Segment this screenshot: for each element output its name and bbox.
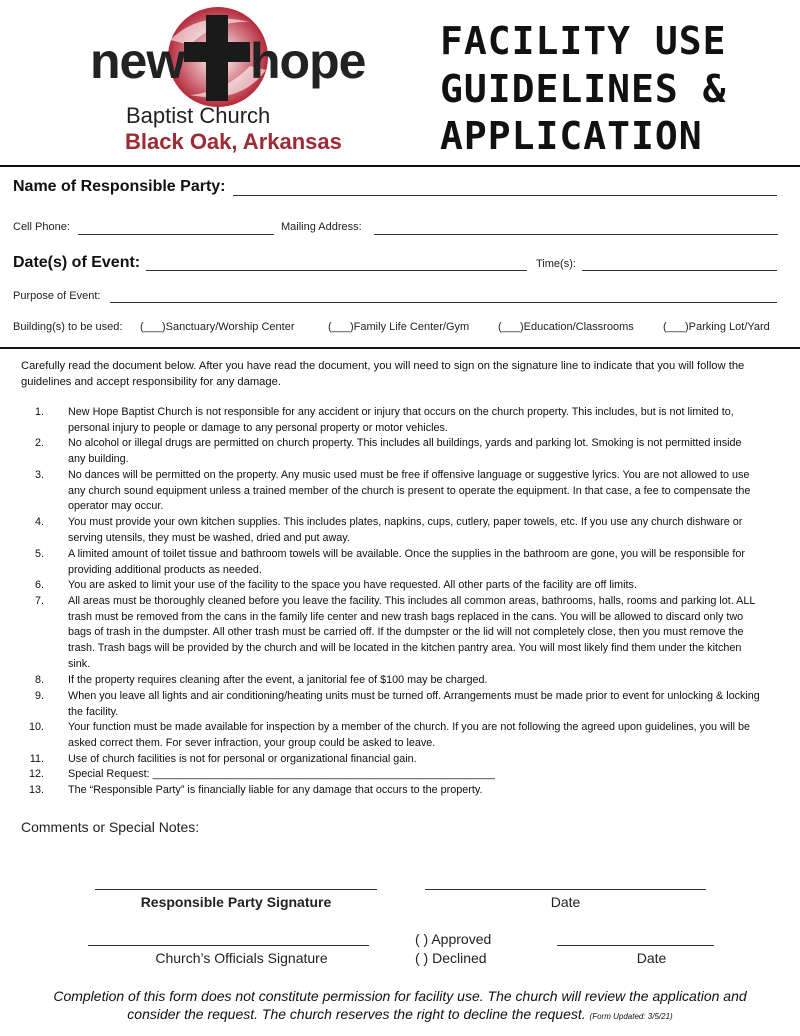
officials-signature-line[interactable]	[88, 945, 369, 946]
cell-phone-field[interactable]	[78, 234, 274, 235]
responsible-party-signature-label: Responsible Party Signature	[140, 894, 332, 910]
responsible-party-field[interactable]	[233, 195, 777, 196]
form-divider	[0, 347, 800, 349]
form-updated-note: (Form Updated: 3/5/21)	[589, 1012, 673, 1021]
footer-line-2-text: consider the request. The church reserves the right to decline the request.	[127, 1006, 586, 1022]
buildings-label: Building(s) to be used:	[13, 321, 123, 333]
officials-date-line[interactable]	[557, 945, 714, 946]
title-line-2: GUIDELINES &	[440, 67, 727, 111]
list-item: 5. A limited amount of toilet tissue and bathroom towels will be available. Once the supplies in the bathroom are gone, you will be responsible for providing additional products as needed.	[34, 548, 745, 576]
dates-label: Date(s) of Event:	[13, 254, 141, 271]
responsible-party-signature-line[interactable]	[95, 889, 377, 890]
officials-signature-label: Church’s Officials Signature	[155, 950, 328, 966]
list-item: 1. New Hope Baptist Church is not responsible for any accident or injury that occurs on the church property. This includes, but is not limited to, personal injury to people or damage to any personal property or motor vehicles.	[34, 406, 734, 434]
responsible-party-date-line[interactable]	[425, 889, 706, 890]
church-location: Black Oak, Arkansas	[125, 129, 342, 154]
footer-line-1: Completion of this form does not constitute permission for facility use. The church will review the application and	[53, 988, 747, 1004]
officials-date-label: Date	[636, 950, 667, 966]
list-item: 9. When you leave all lights and air conditioning/heating units must be turned off. Arrangements must be made prior to event for unlocking & locking the facility.	[34, 690, 760, 718]
header-divider	[0, 165, 800, 167]
list-item: 11. Use of church facilities is not for personal or organizational financial gain.	[29, 753, 417, 765]
logo-word-new: new	[90, 33, 185, 89]
logo-word-hope: hope	[250, 33, 366, 89]
list-item: 13. The “Responsible Party” is financially liable for any damage that occurs to the property.	[28, 784, 483, 796]
list-item: 4. You must provide your own kitchen supplies. This includes plates, napkins, cups, cutlery, paper towels, etc. If you use any church dishware or serving utensils, they must be washed, dried and put away.	[34, 516, 743, 544]
cell-phone-label: Cell Phone:	[13, 221, 70, 233]
building-option-education[interactable]: (___)Education/Classrooms	[498, 321, 634, 333]
building-option-parking-lot[interactable]: (___)Parking Lot/Yard	[663, 321, 770, 333]
mailing-address-field[interactable]	[374, 234, 778, 235]
declined-checkbox[interactable]: ( ) Declined	[415, 950, 487, 966]
approved-checkbox[interactable]: ( ) Approved	[415, 931, 492, 947]
footer-line-2	[0, 1006, 800, 1022]
purpose-label: Purpose of Event:	[13, 290, 101, 302]
times-label: Time(s):	[536, 258, 576, 270]
mailing-address-label: Mailing Address:	[281, 221, 362, 233]
dates-field[interactable]	[146, 270, 527, 271]
title-line-3: APPLICATION	[440, 114, 703, 158]
church-name: Baptist Church	[126, 103, 271, 128]
list-item: 8. If the property requires cleaning after the event, a janitorial fee of $100 may be charged.	[34, 674, 488, 686]
times-field[interactable]	[582, 270, 777, 271]
purpose-field[interactable]	[110, 302, 777, 303]
building-option-family-life-center[interactable]: (___)Family Life Center/Gym	[328, 321, 470, 333]
intro-paragraph: Carefully read the document below. After you have read the document, you will need to sign on the signature line to indicate that you will follow the guidelines and accept responsibility for any damage.	[21, 360, 745, 388]
responsible-party-label: Name of Responsible Party:	[13, 178, 226, 195]
list-item: 3. No dances will be permitted on the property. Any music used must be free if offensive language or suggestive lyrics. You are not allowed to use any church sound equipment unless a trained member of the church is present to operate the equipment. In that case, a fee to compensate the operator may occur.	[34, 469, 751, 513]
responsible-party-date-label: Date	[550, 894, 581, 910]
list-item: 10. Your function must be made available for inspection by a member of the church. If you are not following the agreed upon guidelines, you will be asked correct them. For sever infraction, your group could be asked to leave.	[28, 721, 751, 749]
list-item: 7. All areas must be thoroughly cleaned before you leave the facility. This includes all common areas, bathrooms, halls, rooms and parking lot. ALL trash must be removed from the cans in the family life center and new trash bags replaced in the cans. You will be allowed to discard only two bags of trash in the dumpster. All other trash must be carried off. If the dumpster or the lid will not completely close, then you must remove the trash. Trash bags will be provided by the church and will be located in the kitchen pantry area. You will most likely find them under the kitchen sink.	[34, 595, 755, 670]
title-line-1: FACILITY USE	[440, 19, 727, 63]
building-option-sanctuary[interactable]: (___)Sanctuary/Worship Center	[140, 321, 295, 333]
list-item: 6. You are asked to limit your use of the facility to the space you have requested. All other parts of the facility are off limits.	[34, 579, 637, 591]
list-item: 2. No alcohol or illegal drugs are permitted on church property. This includes all buildings, yards and parking lot. Smoking is not permitted inside any building.	[34, 437, 742, 465]
comments-label: Comments or Special Notes:	[21, 819, 200, 835]
list-item: 12. Special Request: _________________________________________________________	[28, 768, 495, 780]
